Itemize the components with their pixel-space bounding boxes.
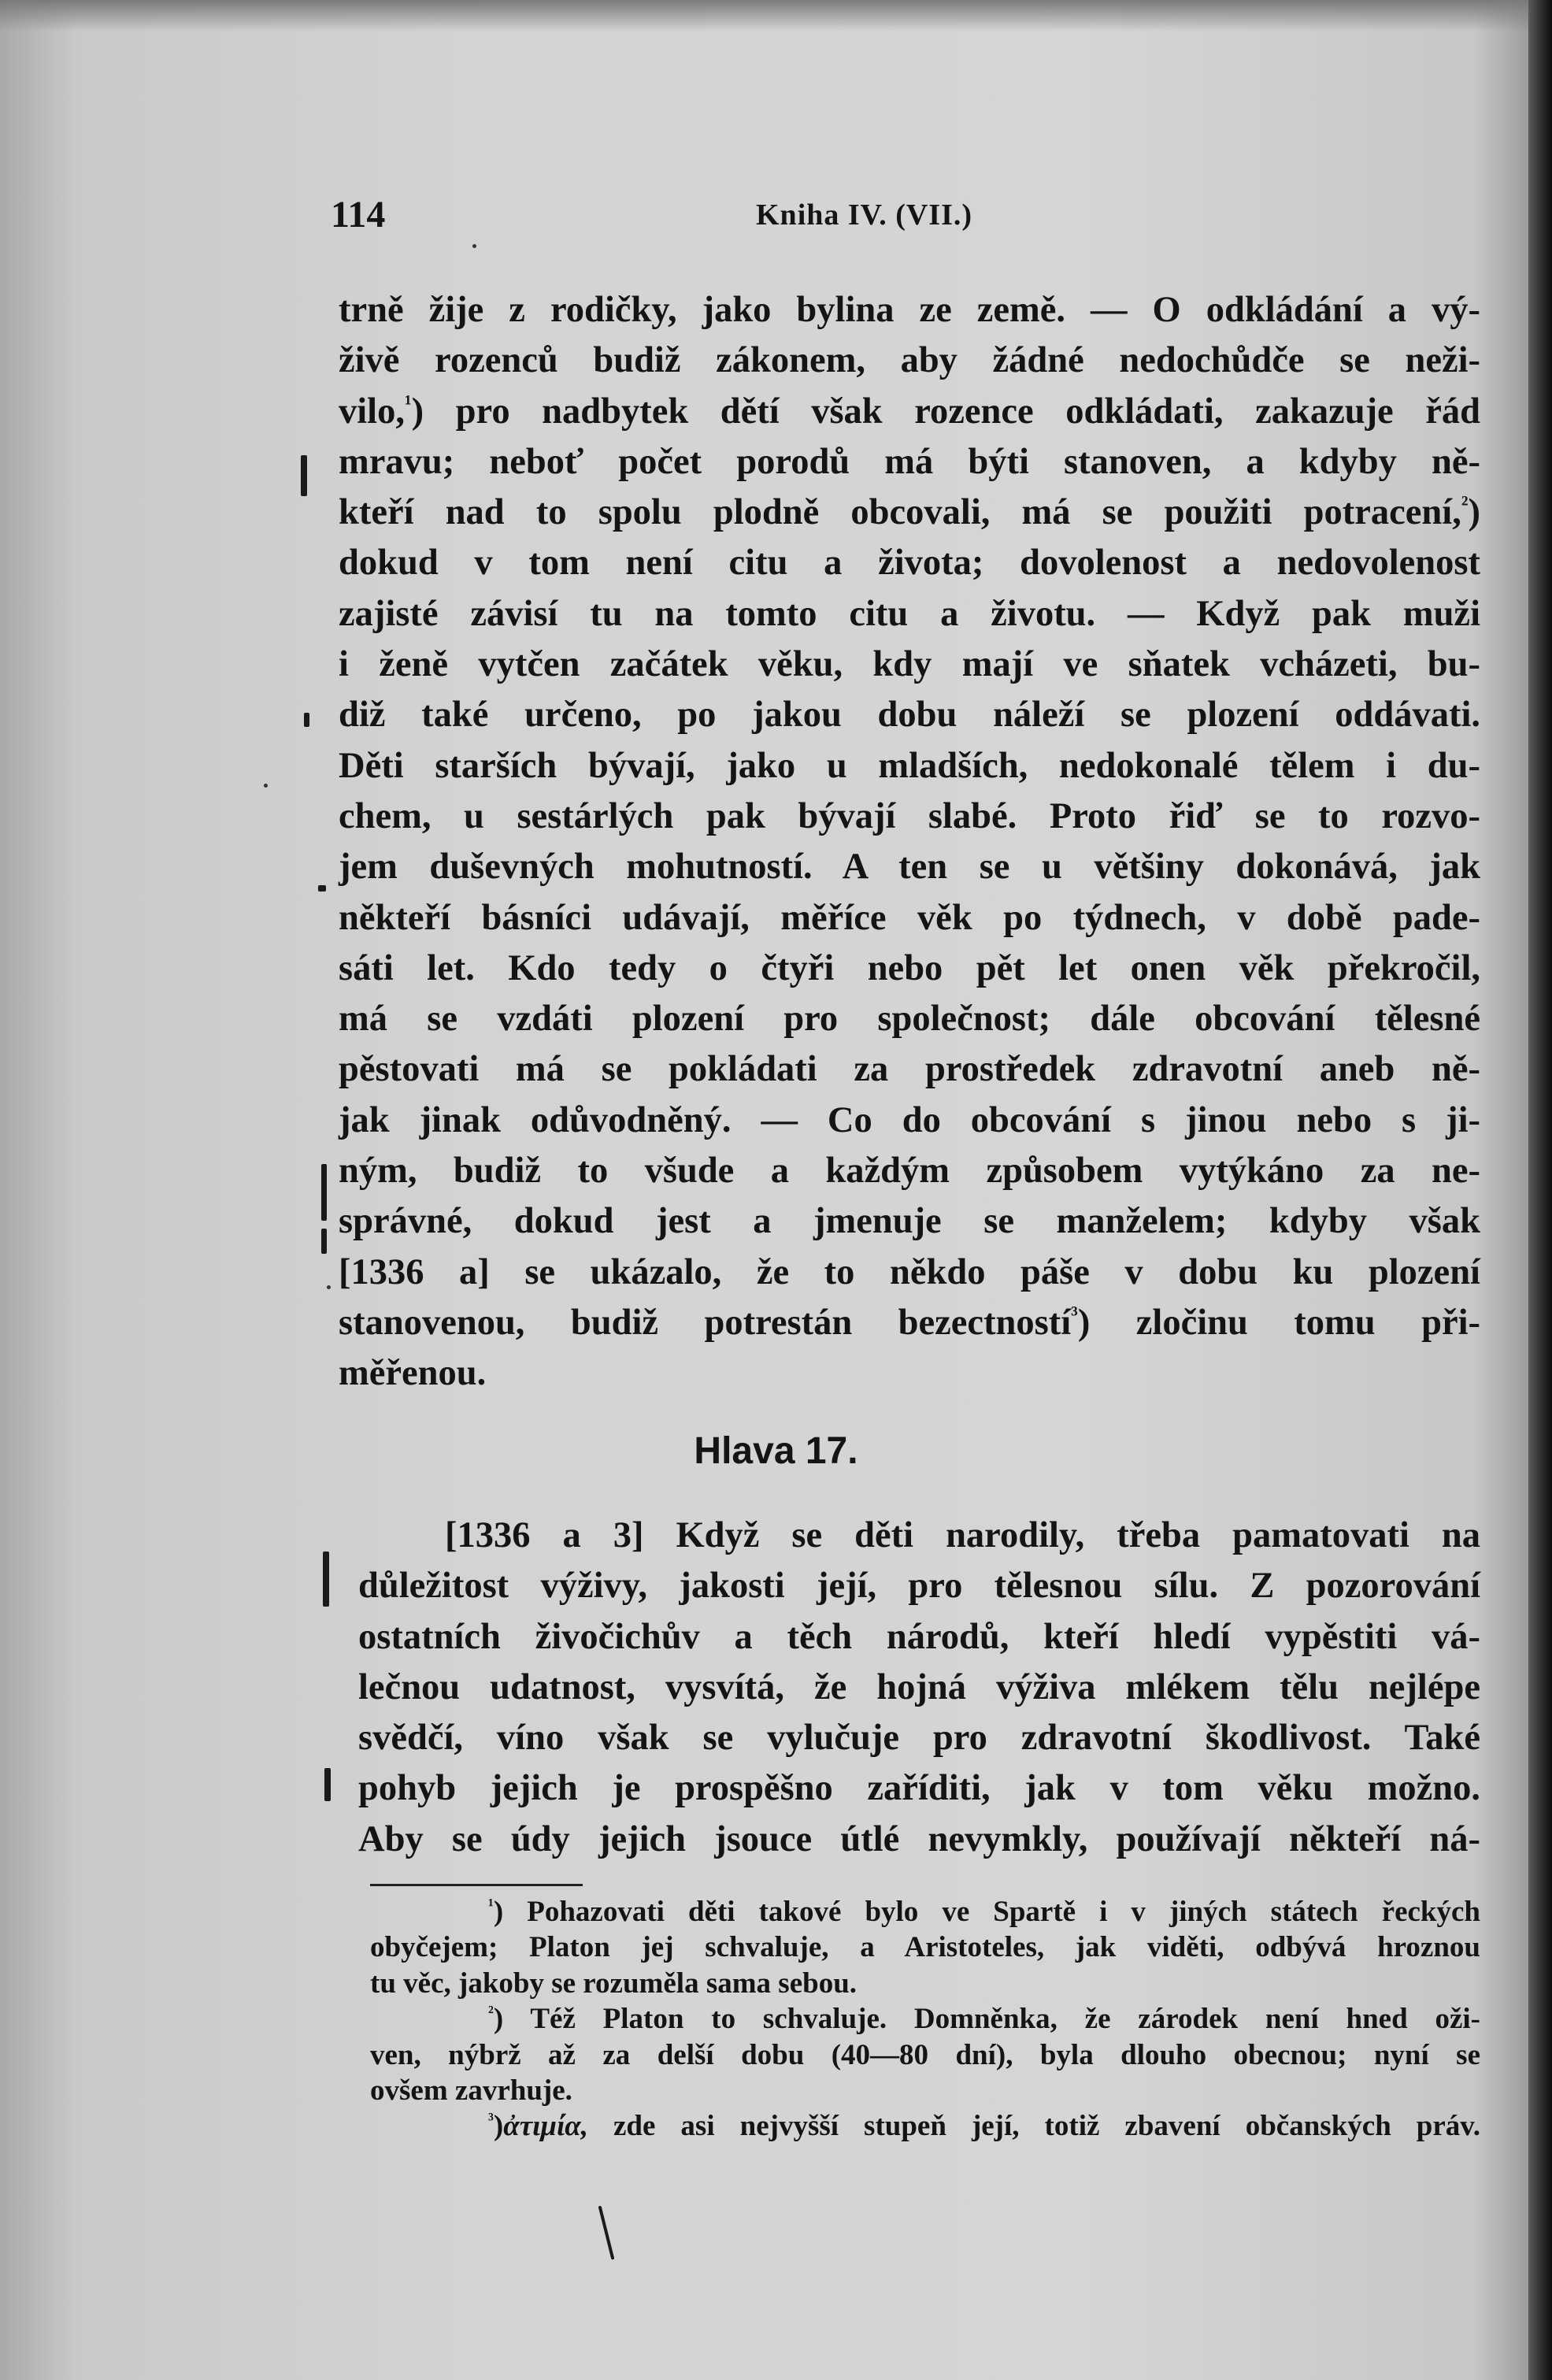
margin-mark [304,713,309,727]
text-line: chem, u sestárlých pak bývají slabé. Proto řiď se to rozvo- [339,795,1480,836]
running-head: Kniha IV. (VII.) [756,198,973,232]
greek-term: ἀτιμία, [503,2110,588,2143]
text-line: dokud v tom není citu a života; dovolenost a nedovolenost [339,543,1480,584]
text-line: měřenou. [339,1353,487,1394]
text-line: Aby se údy jejich jsouce útlé nevymkly, používají někteří ná- [358,1818,1480,1859]
margin-mark [321,1164,327,1221]
page-number: 114 [331,194,386,235]
text-line: pěstovati má se pokládati za prostředek zdravotní aneb ně- [339,1049,1480,1090]
text-fragment: kteří nad to spolu plodně obcovali, má se použiti potracení, [339,492,1461,533]
footnote-ref: ² [1461,491,1469,517]
chapter-heading: Hlava 17. [694,1430,858,1472]
text-fragment: ) Též Platon to schvaluje. Domněnka, že zárodek není hned oži- [493,2003,1480,2036]
scan-speck [472,244,476,248]
scan-right-edge [1528,0,1552,2380]
footnote-ref: ³ [1071,1302,1078,1328]
text-line: pohyb jejich je prospěšno zaříditi, jak v tom věku možno. [358,1768,1480,1809]
page-header [0,193,1552,248]
footnotes [370,1894,1480,2145]
text-fragment: ) pro nadbytek dětí však rozence odkládati, zakazuje řád [411,391,1480,432]
footnote-divider [370,1884,583,1886]
main-text [339,285,1480,1399]
text-line: důležitost výživy, jakosti její, pro tělesnou sílu. Z pozorování [358,1566,1480,1607]
text-line: trně žije z rodičky, jako bylina ze země. — O odkládání a vý- [339,290,1480,330]
margin-mark [323,1551,329,1607]
text-line: správné, dokud jest a jmenuje se manželem; kdyby však [339,1201,1480,1242]
text-fragment: Když se děti narodily, třeba pamatovati na [643,1515,1480,1555]
text-line: jak jinak odůvodněný. — Co do obcování s jinou nebo s ji- [339,1099,1480,1140]
footnote-line [370,1894,1480,1930]
footnote-line: ovšem zavrhuje. [370,2074,572,2107]
text-line: má se vzdáti plození pro společnost; dále obcování tělesné [339,999,1480,1040]
chapter-text [358,1511,1480,1865]
text-line: mravu; neboť počet porodů má býti stanoven, a kdyby ně- [339,441,1480,482]
section-marker: [1336 a] [339,1251,490,1292]
text-line [339,1298,1480,1348]
text-line: živě rozenců budiž zákonem, aby žádné nedochůdče se neži- [339,340,1480,381]
text-fragment: zde asi nejvyšší stupeň její, totiž zbavení občanských práv. [587,2110,1480,2143]
text-line [339,387,1480,437]
margin-mark [318,885,326,892]
text-line: svědčí, víno však se vylučuje pro zdravotní škodlivost. Také [358,1718,1480,1759]
scan-top-edge [0,0,1552,32]
margin-mark [321,1229,327,1254]
text-fragment: stanovenou, budiž potrestán bezectností [339,1302,1072,1343]
footnote-number: ¹ [488,1895,494,1915]
text-line: ným, budiž to všude a každým způsobem vytýkáno za ne- [339,1151,1480,1192]
text-fragment: vilo, [339,391,405,432]
text-fragment: ) Pohazovati děti takové bylo ve Spartě i v jiných státech řeckých [493,1896,1480,1928]
scan-speck [327,1285,331,1289]
text-line: jem duševných mohutností. A ten se u většiny dokonává, jak [339,847,1480,888]
footnote-line: obyčejem; Platon jej schvaluje, a Aristoteles, jak viděti, odbývá hroznou [370,1931,1480,1964]
text-line: sáti let. Kdo tedy o čtyři nebo pět let onen věk překročil, [339,947,1480,988]
text-line: diž také určeno, po jakou dobu náleží se plození oddávati. [339,695,1480,736]
section-marker: [1336 a 3] [445,1515,644,1555]
text-line: někteří básníci udávají, měříce věk po týdnech, v době pade- [339,897,1480,938]
text-fragment: ) [1468,492,1480,533]
footnote-line [370,2108,1480,2144]
text-line [339,487,1480,538]
footnote-number: ³ [488,2109,494,2130]
footnote-number: ² [488,2002,494,2022]
scan-speck [264,784,268,788]
text-line [358,1511,1480,1561]
text-fragment: ) zločinu tomu při- [1077,1302,1480,1343]
text-fragment: ) [493,2110,504,2143]
text-line: i ženě vytčen začátek věku, kdy mají ve sňatek vcházeti, bu- [339,644,1480,685]
margin-mark [301,455,307,496]
footnote-ref: ¹ [404,390,412,416]
text-line [339,1247,1480,1298]
text-line: zajisté závisí tu na tomto citu a životu. — Když pak muži [339,593,1480,634]
text-line: Děti starších bývají, jako u mladších, nedokonalé tělem i du- [339,745,1480,786]
text-line: ostatních živočichův a těch národů, kteří hledí vypěstiti vá- [358,1616,1480,1657]
margin-mark [324,1768,331,1801]
text-fragment: se ukázalo, že to někdo páše v dobu ku plození [489,1251,1480,1292]
text-line: lečnou udatnost, vysvítá, že hojná výživa mlékem tělu nejlépe [358,1666,1480,1707]
footnote-line: ven, nýbrž až za delší dobu (40—80 dní), byla dlouho obecnou; nyní se [370,2038,1480,2071]
footnote-line: tu věc, jakoby se rozuměla sama sebou. [370,1967,857,2000]
footnote-line [370,2001,1480,2037]
